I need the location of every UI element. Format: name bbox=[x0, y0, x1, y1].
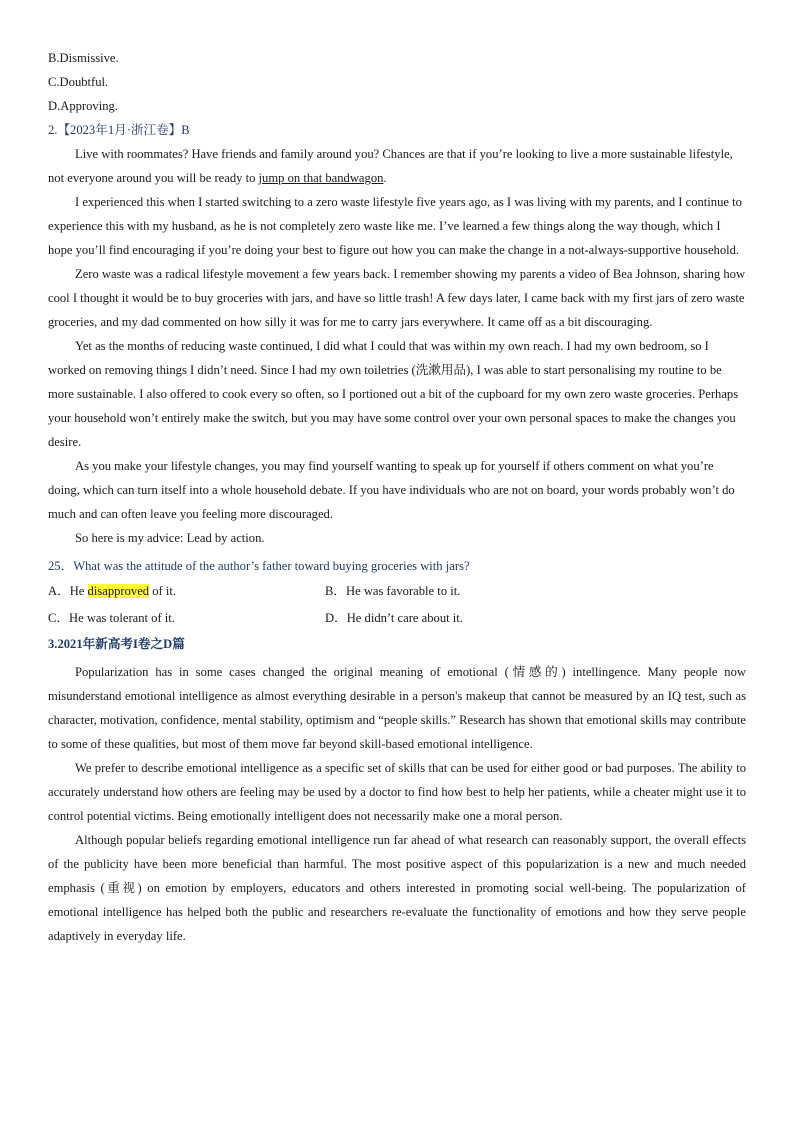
option-a bbox=[48, 578, 325, 605]
section-2-paragraph-5: As you make your lifestyle changes, you may find yourself wanting to speak up for yourself if others comment on what you’re doing, which can turn itself into a whole household debate. If you have individuals who are not on board, your words probably won’t do much and can often leave you feeling more discouraged. bbox=[48, 459, 735, 521]
options-row-1 bbox=[48, 578, 746, 605]
underlined-phrase: jump on that bandwagon bbox=[258, 171, 384, 185]
question-25: 25．What was the attitude of the author’s father toward buying groceries with jars? bbox=[48, 559, 470, 573]
option-a-suffix: of it. bbox=[149, 584, 177, 598]
highlighted-answer: disapproved bbox=[87, 584, 150, 598]
option-b-previous: B.Dismissive. bbox=[48, 51, 119, 65]
option-d: D．He didn’t care about it. bbox=[325, 611, 463, 625]
section-2-paragraph-6: So here is my advice: Lead by action. bbox=[75, 531, 265, 545]
section-3-paragraph-2: We prefer to describe emotional intelligence as a specific set of skills that can be used for either good or bad purposes. The ability to accurately understand how others are feeling may be used by a doctor to find how best to help her patients, while a cheater might use it to control potential victims. Being emotionally intelligent does not necessarily make one a moral person. bbox=[48, 761, 746, 823]
section-2-paragraph-4: Yet as the months of reducing waste continued, I did what I could that was within my own reach. I had my own bedroom, so I worked on removing things I didn’t need. Since I had my own toiletries (洗漱用品), I was able to start personalising my routine to be more sustainable. I also offered to cook every so often, so I portioned out a bit of the cupboard for my own zero waste groceries. Perhaps your household won’t entirely make the switch, but you may have some control over your own personal spaces to make the changes you desire. bbox=[48, 339, 739, 449]
option-a-prefix: A．He bbox=[48, 584, 88, 598]
paragraph-1-text: Live with roommates? Have friends and family around you? Chances are that if you’re looking to live a more sustainable lifestyle, not everyone around you will be ready to bbox=[48, 147, 733, 185]
section-3-paragraph-1: Popularization has in some cases changed the original meaning of emotional (情感的) intellingence. Many people now misunderstand emotional intelligence as almost everything desirable in a person's makeup that cannot be measured by an IQ test, such as character, motivation, confidence, mental stability, optimism and “people skills.” Research has shown that emotional skills may contribute to some of these qualities, but most of them move far beyond skill-based emotional intelligence. bbox=[48, 665, 746, 751]
option-c: C．He was tolerant of it. bbox=[48, 611, 175, 625]
section-2-heading: 2.【2023年1月·浙江卷】B bbox=[48, 123, 190, 137]
options-row-2 bbox=[48, 605, 746, 632]
section-2-paragraph-1 bbox=[48, 142, 746, 190]
option-c-previous: C.Doubtful. bbox=[48, 75, 109, 89]
document-content bbox=[48, 46, 746, 948]
section-3-paragraph-3: Although popular beliefs regarding emotional intelligence run far ahead of what research can reasonably support, the overall effects of the publicity have been more beneficial than harmful. The most positive aspect of this popularization is a new and much needed emphasis (重视) on emotion by employers, educators and others interested in promoting social well-being. The popularization of emotional intelligence has helped both the public and researchers re-evaluate the functionality of emotions and how they serve people adaptively in everyday life. bbox=[48, 833, 746, 943]
section-2-paragraph-2: I experienced this when I started switching to a zero waste lifestyle five years ago, as I was living with my parents, and I continue to experience this with my husband, as he is not completely zero waste like me. I’ve learned a few things along the way though, which I hope you’ll find encouraging if you’re doing your best to figure out how you can make the change in a not-always-supportive household. bbox=[48, 195, 742, 257]
option-b: B．He was favorable to it. bbox=[325, 584, 461, 598]
section-2-paragraph-3: Zero waste was a radical lifestyle movement a few years back. I remember showing my parents a video of Bea Johnson, sharing how cool I thought it would be to buy groceries with jars, and have so little trash! A few days later, I came back with my first jars of zero waste groceries, and my dad commented on how silly it was for me to carry jars everywhere. It came off as a bit discouraging. bbox=[48, 267, 746, 329]
section-3-heading: 3.2021年新高考I卷之D篇 bbox=[48, 637, 185, 651]
option-d-previous: D.Approving. bbox=[48, 99, 118, 113]
paragraph-1-end: . bbox=[383, 171, 387, 185]
